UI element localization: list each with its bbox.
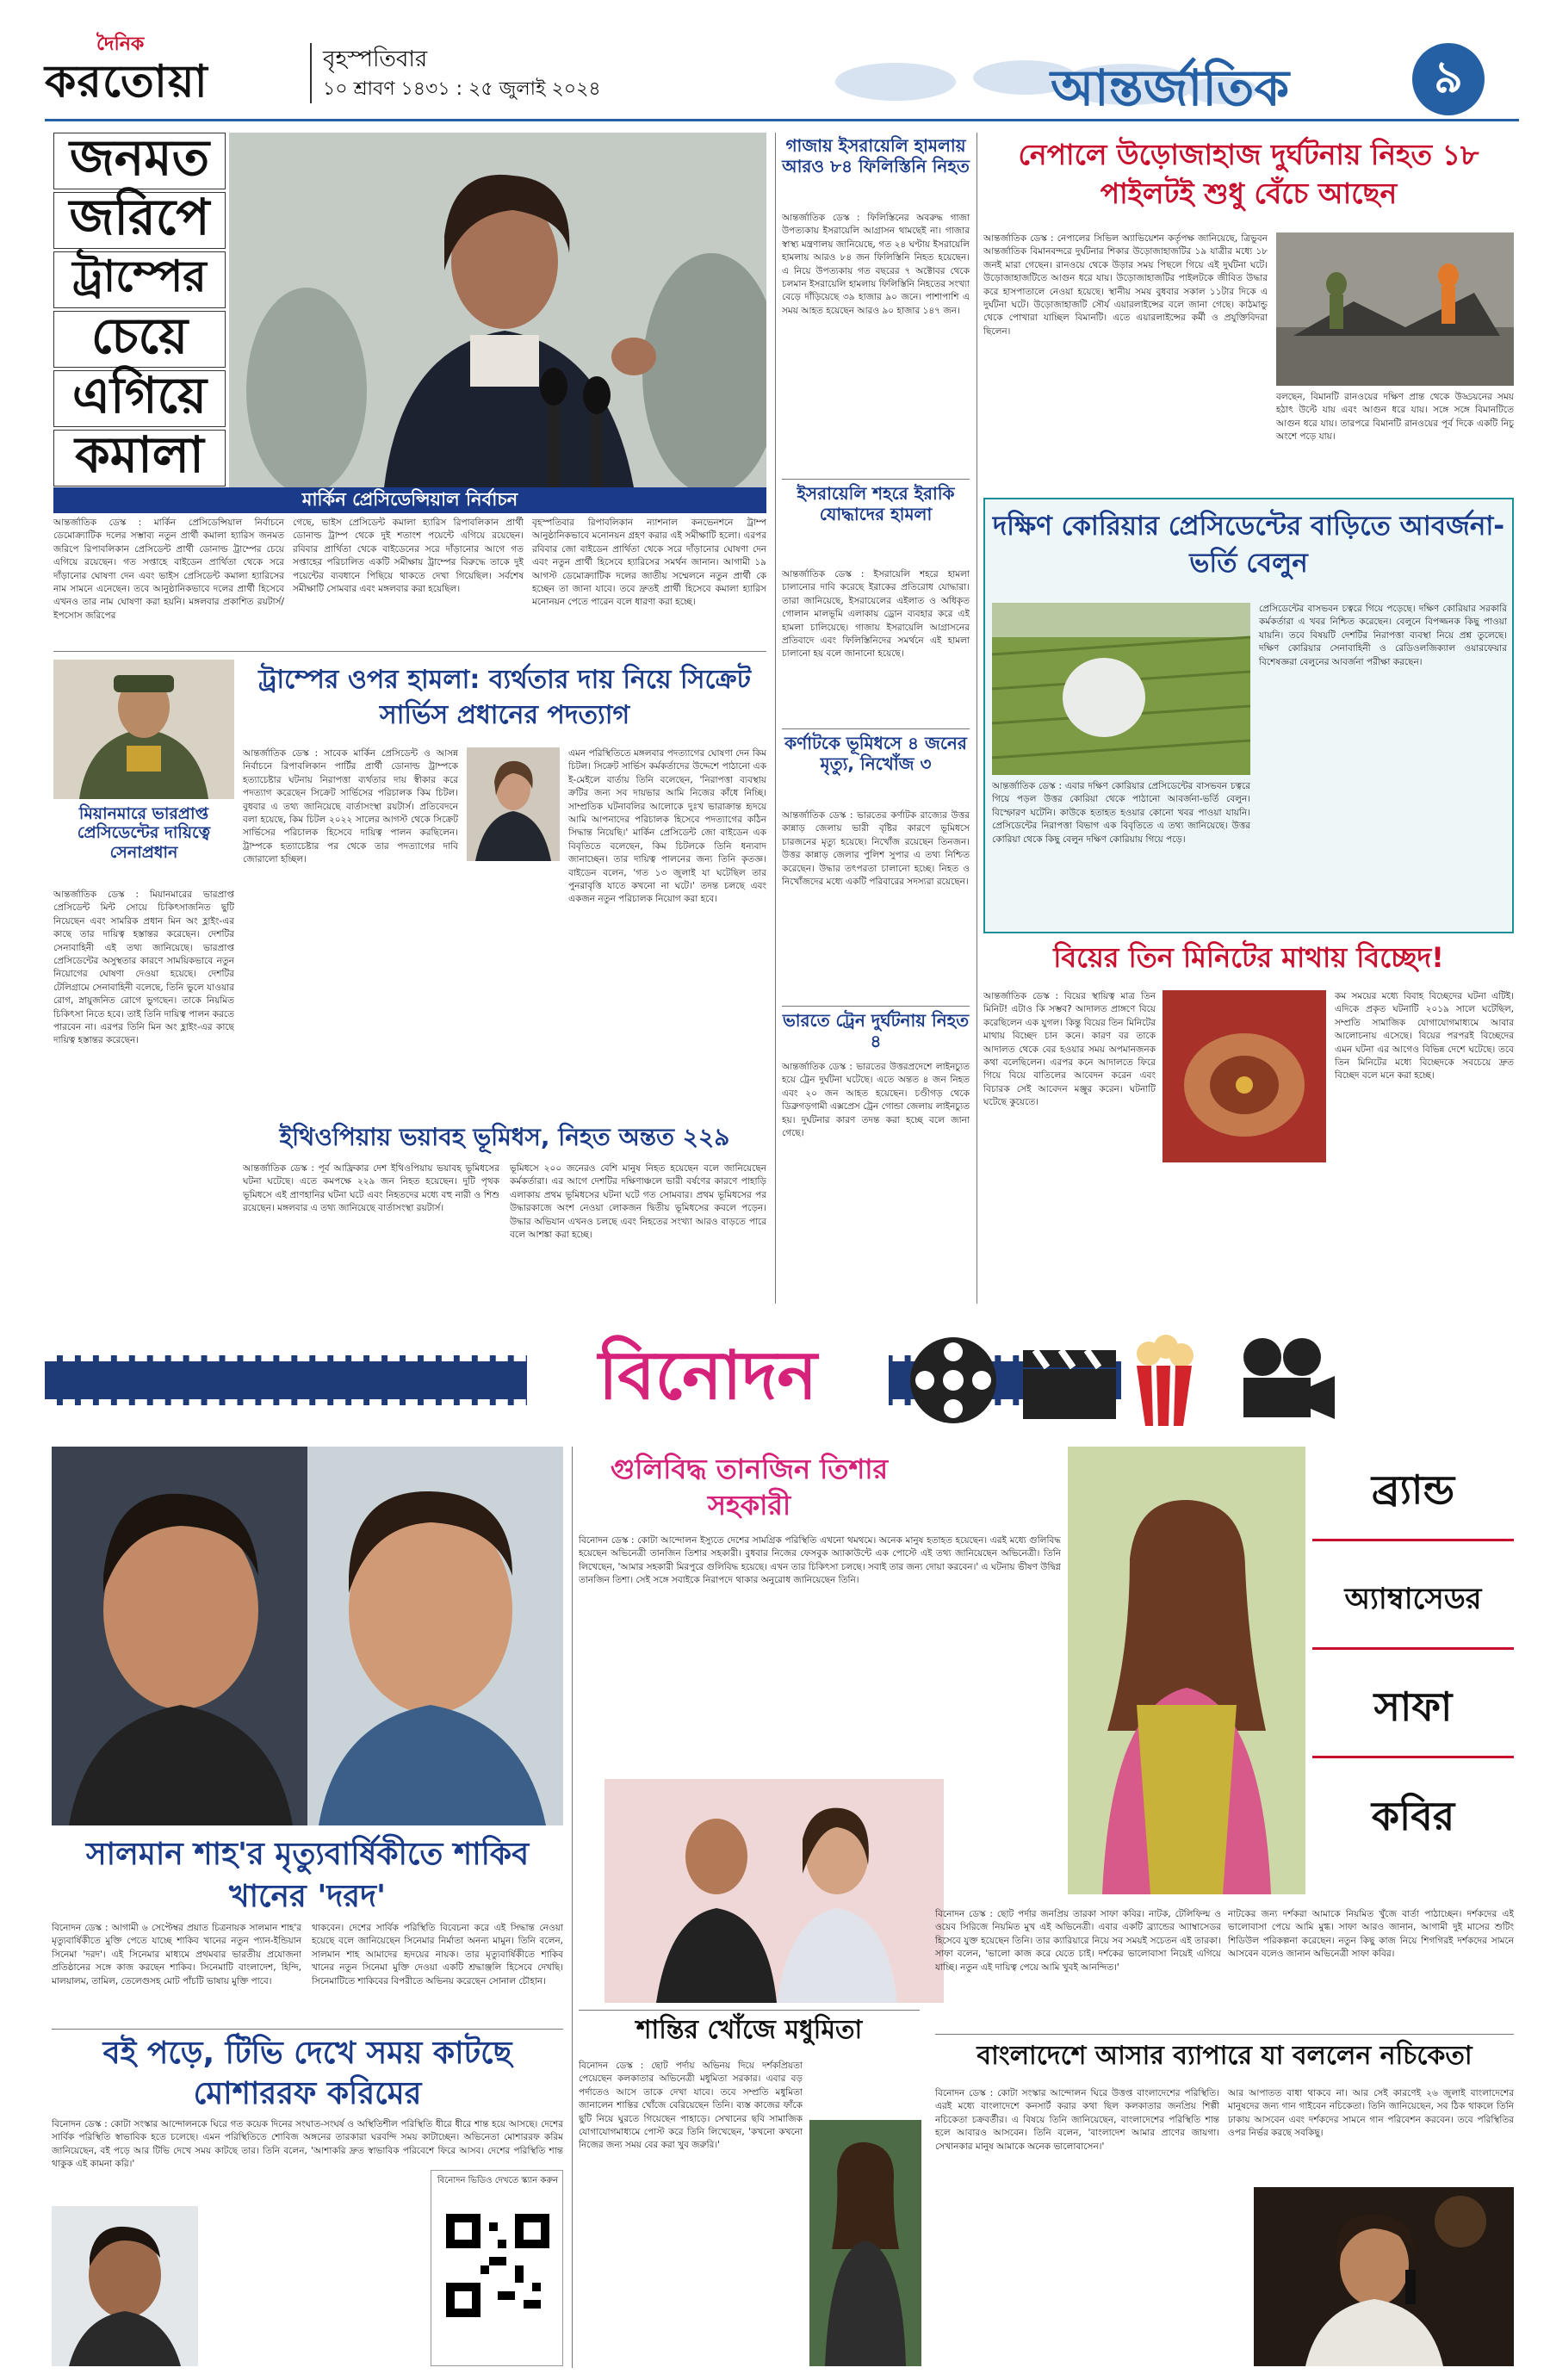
page-number-badge [1412,43,1485,115]
qr-code-box[interactable] [431,2170,563,2366]
safa-kabir-photo [1068,1447,1305,1894]
banner-text: মার্কিন প্রেসিডেন্সিয়াল নির্বাচন [301,488,518,510]
korea-headline: দক্ষিণ কোরিয়ার প্রেসিডেন্টের বাড়িতে আবর্জনা-ভর্তি বেলুন [992,511,1505,580]
masthead-date: ১০ শ্রাবণ ১৪৩১ : ২৫ জুলাই ২০২৪ [323,78,601,100]
nachiketa-body-col-1: বিনোদন ডেস্ক : কোটা সংস্কার আন্দোলন ঘিরে উত্তপ্ত বাংলাদেশের পরিস্থিতি। এরই মধ্যে বাংলাদেশে কনসার্ট করার কথা ছিল কলকাতার জনপ্রিয় শিল্পী নচিকেতা চক্রবর্তীর। এ বিষয়ে তিনি জানিয়েছেন, বাংলাদেশের পরিস্থিতি শান্ত হলে আবারও আসবেন। তিনি বলেন, 'বাংলাদেশ আমার প্রাণের জায়গা। সেখানকার মানুষ আমাকে অনেক ভালোবাসেন।' [935,2088,1219,2152]
nepal-body-col-2: বলছেন, বিমানটি রানওয়ের দক্ষিণ প্রান্ত থেকে উড্ডয়নের সময় হঠাৎ উল্টে যায় এবং আগুন ধরে যায়। সঙ্গে সঙ্গে বিমানটিতে আগুন ধরে যায়। তারপরে বিমানটি রানওয়ের পূর্ব দিকে একটি নিচু অংশে পড়ে যায়। [1276,392,1514,443]
headline-word: জনমত [53,133,226,189]
safa-body-col-2: নাটকের জন্য দর্শকরা আমাকে নিয়মিত খুঁজে বার্তা পাঠাচ্ছেন। দর্শকদের এই ভালোবাসা পেয়ে আমি মুগ্ধ। সাফা আরও জানান, আগামী দুই মাসের শুটিং শিডিউল পরিকল্পনা করেছেন। নতুন কিছু কাজ নিয়ে শিগগিরই দর্শকদের সামনে আসবেন বলেও জানান অভিনেত্রী সাফা কবির। [1228,1909,1514,1960]
kamala-headline-words [53,127,226,487]
secret-service-headline: ট্রাম্পের ওপর হামলা: ব্যর্থতার দায় নিয়ে সিক্রেট সার্ভিস প্রধানের পদত্যাগ [258,665,751,730]
film-camera-icon [1233,1335,1336,1429]
tanjin-body: বিনোদন ডেস্ক : কোটা আন্দোলন ইস্যুতে দেশের সামগ্রিক পরিস্থিতি এখনো থমথমে। অনেক মানুষ হতাহত হয়েছেন। এরই মধ্যে গুলিবিদ্ধ হয়েছেন অভিনেত্রী তানজিন তিশার সহকারী। বুধবার নিজের ফেসবুক অ্যাকাউন্টে এক পোস্টে এই তথ্য জানিয়েছেন অভিনেত্রী। তিনি লিখেছেন, 'আমার সহকারী মিরপুরে গুলিবিদ্ধ হয়েছে। এখন তার চিকিৎসা চলছে। সবাই তার জন্য দোয়া করবেন।' এ ঘটনায় ভীষণ উদ্বিগ্ন তানজিন তিশা। সেই সঙ্গে সবাইকে নিরাপদে থাকার অনুরোধ জানিয়েছেন তিনি। [579,1535,1061,1586]
salman-body-col-1: বিনোদন ডেস্ক : আগামী ৬ সেপ্টেম্বর প্রয়াত চিত্রনায়ক সালমান শাহ'র মৃত্যুবার্ষিকীতে মুক্তি পেতে যাচ্ছে শাকিব খানের নতুন প্যান-ইন্ডিয়ান সিনেমা 'দরদ'। এই সিনেমার মাধ্যমে প্রথমবার ভারতীয় প্রযোজনা প্রতিষ্ঠানের সঙ্গে কাজ করছেন শাকিব। সিনেমাটি বাংলাদেশ, হিন্দি, মালয়ালম, তামিল, তেলেগুসহ মোট পাঁচটি ভাষায় মুক্তি পাবে। [52,1923,301,1986]
section-title: আন্তর্জাতিক [1051,59,1290,117]
nachiketa-body-col-2: আর আপাতত বাধা থাকবে না। আর সেই কারণেই ২৬ জুলাই বাংলাদেশের মানুষদের জন্য গান গাইবেন নচিকেতা। তিনি জানিয়েছেন, সব ঠিক থাকলে তিনি ঢাকায় আসবেন এবং দর্শকদের সামনে গান পরিবেশন করবেন। তবে পরিস্থিতির ওপর নির্ভর করছে সবকিছু। [1228,2088,1514,2139]
page-number: ৯ [1434,51,1463,103]
kamala-body-col-1: আন্তর্জাতিক ডেস্ক : মার্কিন প্রেসিডেন্সিয়াল নির্বাচনে ডেমোক্র্যাটিক দলের সম্ভাব্য নতুন প্রার্থী কমালা হ্যারিস জনমত জরিপে রিপাবলিকান প্রেসিডেন্ট প্রার্থী ডোনাল্ড ট্রাম্পের চেয়ে এগিয়ে রয়েছেন। গত সপ্তাহে বাইডেন প্রার্থিতা থেকে সরে দাঁড়ানোর ঘোষণা দেন এবং ভাইস প্রেসিডেন্ট কমালা হ্যারিসের নাম সামনে এনেছেন। তবে আনুষ্ঠানিকভাবে দলের প্রার্থী হিসেবে এখনও তার নাম ঘোষণা করা হয়নি। মঙ্গলবার প্রকাশিত রয়টার্স/ইপসোস জরিপের [53,518,284,621]
safa-body-col-1: বিনোদন ডেস্ক : ছোট পর্দার জনপ্রিয় তারকা সাফা কবির। নাটক, টেলিফিল্ম ও ওয়েব সিরিজে নিয়মিত মুখ এই অভিনেত্রী। এবার একটি ব্র্যান্ডের অ্যাম্বাসেডর হিসেবে যুক্ত হয়েছেন তিনি। তার ক্যারিয়ারে নিয়ে সব সময়ই সচেতন এই তারকা। সাফা বলেন, 'ভালো কাজ করে যেতে চাই। দর্শকের ভালোবাসা নিয়েই এগিয়ে যাচ্ছি। নতুন এই দায়িত্ব পেয়ে আমি খুবই আনন্দিত।' [935,1909,1221,1973]
column-divider [775,133,776,1304]
logo-small-text: দৈনিক [96,34,145,55]
headline-word: সাফা [1312,1664,1514,1758]
madhumita-headline: শান্তির খোঁজে মধুমিতা [636,2015,863,2045]
headline-word: কবির [1371,1793,1455,1839]
headline-word: কমালা [53,430,226,487]
entertainment-banner [45,1324,1519,1436]
brand-ambassador-words [1312,1447,1514,1894]
divorce-body-col-2: কম সময়ের মধ্যে বিবাহ বিচ্ছেদের ঘটনা এটিই। এদিকে প্রকৃত ঘটনাটি ২০১৯ সালে ঘটেছিল, সম্প্রতি সামাজিক যোগাযোগমাধ্যমে আবার আলোচনায় এসেছে। বিয়ের পরপরই বিচ্ছেদের এমন ঘটনা এর আগেও বিভিন্ন দেশে ঘটেছে। তবে তিন মিনিটের মধ্যে বিচ্ছেদকে সবচেয়ে দ্রুত বিচ্ছেদ বলে মনে করা হচ্ছে। [1335,991,1514,1082]
divider [782,479,970,480]
divider [52,2029,563,2030]
gaza-headline: গাজায় ইসরায়েলি হামলায় আরও ৮৪ ফিলিস্তিনি নিহত [782,135,970,177]
headline-word: ট্রাম্পের [53,251,226,308]
nachiketa-headline: বাংলাদেশে আসার ব্যাপারে যা বললেন নচিকেতা [976,2041,1472,2071]
nachiketa-photo [1254,2187,1514,2366]
myanmar-body: আন্তর্জাতিক ডেস্ক : মিয়ানমারের ভারপ্রাপ্ত প্রেসিডেন্ট মিন্ট সোয়ে চিকিৎসাজনিত ছুটি নিয়েছেন এবং সামরিক প্রধান মিন অং হ্লাইং-এর কাছে তার দায়িত্ব হস্তান্তর করেছেন। দেশটির সেনাবাহিনী এই তথ্য জানিয়েছে। ভারপ্রাপ্ত প্রেসিডেন্টের অসুস্থতার কারণে সাময়িকভাবে নতুন নিয়োগের ঘোষণা দেওয়া হয়েছে। দেশটির টেলিগ্রামে সেনাবাহিনী বলেছে, তিনি ভুলে যাওয়ার রোগ, স্নায়ুজনিত রোগে ভুগছেন। তাকে নিয়মিত চিকিৎসা নিতে হবে। তাই তিনি দায়িত্ব পালন করতে পারবেন না। এরপর তিনি মিন অং হ্লাইং-এর কাছে দায়িত্ব হস্তান্তর করেছেন। [53,889,234,1046]
iraq-body: আন্তর্জাতিক ডেস্ক : ইসরায়েলি শহরে হামলা চালানোর দাবি করেছে ইরাকের প্রতিরোধ যোদ্ধারা। তারা জানিয়েছে, ইসরায়েলের এইলাত ও অধিকৃত গোলান মালভূমি এলাকায় ড্রোন ব্যবহার করে এই হামলা চালিয়েছে। গাজায় ইসরায়েলি আগ্রাসনের প্রতিবাদে এবং ফিলিস্তিনিদের সমর্থনে এই হামলা চালানো হয় বলে জানানো হয়েছে। [782,569,970,660]
kimberly-cheatle-photo [467,747,560,861]
nepal-crash-photo [1276,232,1514,386]
mosharraf-body: বিনোদন ডেস্ক : কোটা সংস্কার আন্দোলনকে ঘিরে গত কয়েক দিনের সংঘাত-সংঘর্ষ ও অস্থিতিশীল পরিস্থিতি ধীরে ধীরে শান্ত হয়ে আসছে। দেশের সার্বিক পরিস্থিতি স্বাভাবিক হতে চলেছে। এমন পরিস্থিতিতে শোবিজ অঙ্গনের তারকারা ঘরবন্দি সময় কাটাচ্ছেন। অভিনেতা মোশাররফ করিম জানিয়েছেন, বই পড়ে আর টিভি দেখে সময় কাটছে তার। তিনি বলেন, 'আশাকরি দ্রুত স্বাভাবিক পরিবেশে ফিরে আসব। দেশের পরিস্থিতি শান্ত থাকুক এই কামনা করি।' [52,2119,563,2170]
ethiopia-body-col-2: ভূমিধসে ২০০ জনেরও বেশি মানুষ নিহত হয়েছেন বলে জানিয়েছেন কর্মকর্তারা। এর আগে দেশটির দক্ষিণাঞ্চলে ভারী বর্ষণের কারণে পাহাড়ি এলাকায় প্রথম ভূমিধসের ঘটনা ঘটে গত সোমবার। প্রথম ভূমিধসের পর উদ্ধারকাজে অংশ নেওয়া লোকজন দ্বিতীয় ভূমিধসের কবলে পড়েন। উদ্ধার অভিযান এখনও চলছে এবং নিহতের সংখ্যা আরও বাড়তে পারে বলে আশঙ্কা করা হচ্ছে। [510,1163,766,1241]
nepal-headline: নেপালে উড়োজাহাজ দুর্ঘটনায় নিহত ১৮ পাইলটই শুধু বেঁচে আছেন [1018,138,1479,210]
masthead-rule [45,119,1519,121]
wedding-hands-photo [1162,990,1326,1162]
tanjin-headline: গুলিবিদ্ধ তানজিন তিশার সহকারী [610,1453,889,1522]
clapperboard-icon [1018,1343,1121,1421]
divider [782,1006,970,1007]
divorce-headline: বিয়ের তিন মিনিটের মাথায় বিচ্ছেদ! [1053,941,1444,974]
tanjin-couple-photo [604,1779,944,2003]
salman-shakib-photo [52,1447,563,1825]
gaza-body: আন্তর্জাতিক ডেস্ক : ফিলিস্তিনের অবরুদ্ধ গাজা উপত্যকায় ইসরায়েলি আগ্রাসন থামছেই না। গাজার স্বাস্থ্য মন্ত্রণালয় জানিয়েছে, গত ২৪ ঘণ্টায় ইসরায়েলি হামলায় আরও ৮৪ জন ফিলিস্তিনি নিহত হয়েছেন। এ নিয়ে উপত্যকায় গত বছরের ৭ অক্টোবর থেকে চলমান ইসরায়েলি হামলায় ফিলিস্তিনি নিহতের সংখ্যা বেড়ে দাঁড়িয়েছে ৩৯ হাজার ৯০ জনে। পাশাপাশি এ সময় আহত হয়েছেন আরও ৯০ হাজার ১৪৭ জন। [782,213,970,316]
divider [782,728,970,729]
divider [53,651,766,652]
india-train-headline: ভারতে ট্রেন দুর্ঘটনায় নিহত ৪ [782,1010,970,1051]
newspaper-logo[interactable] [45,29,320,108]
column-divider [976,133,977,1304]
salman-body-col-2: থাকবেন। দেশের সার্বিক পরিস্থিতি বিবেচনা করে এই সিদ্ধান্ত নেওয়া হয়েছে বলে জানিয়েছেন সিনেমার নির্মাতা অনন্য মামুন। তিনি বলেন, সালমান শাহ আমাদের হৃদয়ের নায়ক। তার মৃত্যুবার্ষিকীতে শাকিব খানের নতুন সিনেমা মুক্তি দেওয়া একটি শ্রদ্ধাঞ্জলি হিসেবে দেখছি। সিনেমাটিতে শাকিবের বিপরীতে অভিনয় করেছেন সোনাল চৌহান। [312,1923,563,1986]
entertainment-logo: বিনোদন [598,1337,817,1415]
mosharraf-headline: বই পড়ে, টিভি দেখে সময় কাটছে মোশাররফ করিমের [102,2036,512,2111]
masthead [0,0,1550,121]
popcorn-icon [1130,1333,1199,1428]
secret-service-body-col-1: আন্তর্জাতিক ডেস্ক : সাবেক মার্কিন প্রেসিডেন্ট ও আসন্ন নির্বাচনে রিপাবলিকান পার্টির প্রার্থী ডোনাল্ড ট্রাম্পকে হত্যাচেষ্টার ঘটনায় নিরাপত্তা ব্যর্থতার দায় স্বীকার করে পদত্যাগ করেছেন সিক্রেট সার্ভিসের পরিচালক কিম চিটল। বুধবার এ তথ্য জানিয়েছে বার্তাসংস্থা রয়টার্স। প্রতিবেদনে বলা হয়েছে, কিম চিটল ২০২২ সালের আগস্ট থেকে সিক্রেট সার্ভিসের পরিচালক হিসেবে দায়িত্ব পালন করছিলেন। ট্রাম্পকে হত্যাচেষ্টার পর থেকে তার পদত্যাগের দাবি জোরালো হচ্ছিল। [243,748,458,865]
mosharraf-karim-photo [52,2206,198,2366]
myanmar-general-photo [53,660,234,799]
headline-word: জরিপে [53,192,226,249]
headline-word: এগিয়ে [53,370,226,427]
madhumita-photo [809,2120,921,2366]
india-train-body: আন্তর্জাতিক ডেস্ক : ভারতের উত্তরপ্রদেশে লাইনচ্যুত হয়ে ট্রেন দুর্ঘটনা ঘটেছে। এতে অন্তত ৪ জন নিহত এবং ২০ জন আহত হয়েছেন। চণ্ডীগড় থেকে ডিব্রুগড়গামী এক্সপ্রেস ট্রেন গোন্ডা জেলায় লাইনচ্যুত হয়। দুর্ঘটনার কারণ তদন্ত করা হচ্ছে বলে জানা গেছে। [782,1062,970,1139]
iraq-headline: ইসরায়েলি শহরে ইরাকি যোদ্ধাদের হামলা [797,483,955,524]
column-divider [572,1447,573,2368]
divider [935,2034,1514,2035]
madhumita-body: বিনোদন ডেস্ক : ছোট পর্দায় অভিনয় দিয়ে দর্শকপ্রিয়তা পেয়েছেন কলকাতার অভিনেত্রী মধুমিতা সরকার। এবার বড় পর্দাতেও আসে তাকে দেখা যাবে। তবে সম্প্রতি মধুমিতা জানালেন শান্তির খোঁজে বেরিয়েছেন তিনি। ব্যস্ত কাজের ফাঁকে ছুটি নিয়ে ঘুরতে গিয়েছেন পাহাড়ে। সেখানের ছবি সামাজিক যোগাযোগমাধ্যমে পোস্ট করে তিনি লিখেছেন, 'কখনো কখনো নিজের জন্য সময় বের করা খুব জরুরি।' [579,2061,803,2151]
masthead-divider [310,43,312,103]
secret-service-body-col-2: এমন পরিস্থিতিতে মঙ্গলবার পদত্যাগের ঘোষণা দেন কিম চিটল। সিক্রেট সার্ভিস কর্মকর্তাদের উদ্দেশে পাঠানো এক ই-মেইলে বার্তায় তিনি বলেছেন, 'নিরাপত্তা ব্যবস্থায় ক্রটির জন্য সব দায়ভার আমি নিজের কাঁধে নিচ্ছি। সাম্প্রতিক ঘটনাবলির আলোকে দুঃখ ভারাক্রান্ত হৃদয়ে আমি আপনাদের পরিচালক হিসেবে পদত্যাগের কঠিন সিদ্ধান্ত নিয়েছি।' মার্কিন প্রেসিডেন্ট জো বাইডেন এক বিবৃতিতে বলেছেন, কিম চিটলকে তিনি ধন্যবাদ জানাচ্ছেন। তার দায়িত্ব পালনের জন্য তিনি কৃতজ্ঞ। বাইডেন বলেন, 'গত ১৩ জুলাই যা ঘটেছিল তার পুনরাবৃত্তি যাতে কখনো না ঘটে।' তদন্ত চলছে এবং একজন নতুন পরিচালক নিয়োগ করা হবে। [568,748,766,905]
headline-word: চেয়ে [53,311,226,368]
divider [579,2010,920,2011]
headline-word: অ্যাম্বাসেডর [1312,1555,1514,1650]
masthead-day: বৃহস্পতিবার [323,46,428,72]
kamala-harris-photo [229,133,766,487]
karnataka-headline: কর্ণাটকে ভূমিধসে ৪ জনের মৃত্যু, নিখোঁজ ৩ [784,733,967,774]
balloon-photo [992,603,1250,775]
ethiopia-headline: ইথিওপিয়ায় ভয়াবহ ভূমিধস, নিহত অন্তত ২২৯ [279,1123,730,1151]
ethiopia-body-col-1: আন্তর্জাতিক ডেস্ক : পূর্ব আফ্রিকার দেশ ইথিওপিয়ায় ভয়াবহ ভূমিধসের ঘটনা ঘটেছে। এতে কমপক্ষে ২২৯ জন নিহত হয়েছেন। দুটি পৃথক ভূমিধসে এই প্রাণহানির ঘটনা ঘটে এবং নিহতদের মধ্যে বহু নারী ও শিশু রয়েছেন। মঙ্গলবার এ তথ্য জানিয়েছে বার্তাসংস্থা রয়টার্স। [243,1163,499,1214]
headline-word: ব্র্যান্ড [1312,1447,1514,1541]
kamala-banner [53,487,766,513]
logo-large-text: করতোয়া [45,56,208,108]
korea-body-col-1: আন্তর্জাতিক ডেস্ক : এবার দক্ষিণ কোরিয়ার প্রেসিডেন্টের বাসভবন চত্বরে গিয়ে পড়ল উত্তর কোরিয়া থেকে পাঠানো আবর্জনা-ভর্তি বেলুন। বিস্ফোরণ ঘটেনি। কাউকে হতাহত হওয়ার কোনো খবর পাওয়া যায়নি। প্রেসিডেন্টের নিরাপত্তা বিভাগ এক বিবৃতিতে এ তথ্য জানিয়েছে। উত্তর কোরিয়া থেকে কিছু বেলুন দক্ষিণ কোরিয়ায় গিয়ে পড়ে। [992,781,1250,845]
qr-caption: বিনোদন ভিডিও দেখতে স্ক্যান করুন [437,2176,559,2185]
divorce-body-col-1: আন্তর্জাতিক ডেস্ক : বিয়ের স্থায়িত্ব মাত্র তিন মিনিট! এটাও কি সম্ভব? আদালত প্রাঙ্গণে বিয়ে করেছিলেন এক যুগল। কিন্তু বিয়ের তিন মিনিটের মাথায় বিচ্ছেদ চান কনে। কারণ বর তাকে আদালত থেকে বের হওয়ার সময় অপমানজনক কথা বলেছিলেন। এরপর কনে আদালতে ফিরে গিয়ে বিয়ে বাতিলের আবেদন করেন এবং বিচারক সেই আবেদন মঞ্জুর করেন। ঘটনাটি ঘটেছে কুয়েতে। [983,991,1156,1108]
myanmar-headline: মিয়ানমারে ভারপ্রাপ্ত প্রেসিডেন্টের দায়িত্বে সেনাপ্রধান [77,804,211,862]
kamala-body-col-2: গেছে, ভাইস প্রেসিডেন্ট কমালা হ্যারিস রিপাবলিকান প্রার্থী ডোনাল্ড ট্রাম্প থেকে দুই শতাংশ পয়েন্টে এগিয়ে রয়েছেন। রবিবার প্রার্থিতা থেকে বাইডেনের সরে দাঁড়ানোর আগে গত সপ্তাহের পরিচালিত একটি সমীক্ষায় ট্রাম্পের বিরুদ্ধে তাকে দুই পয়েন্টের ব্যবধানে পিছিয়ে থাকতে দেখা গিয়েছিল। সর্বশেষ সমীক্ষাটি সোমবার এবং মঙ্গলবার করা হয়েছিল। [293,518,524,595]
korea-body-col-2: প্রেসিডেন্টের বাসভবন চত্বরে গিয়ে পড়েছে। দক্ষিণ কোরিয়ার সরকারি কর্মকর্তারা এ খবর নিশ্চিত করেছেন। বেলুনে বিপজ্জনক কিছু পাওয়া যায়নি। তবে বিষয়টি দেশটির নিরাপত্তা ব্যবস্থা নিয়ে প্রশ্ন তুলেছে। দক্ষিণ কোরিয়ার সেনাবাহিনী ও রেডিওলজিক্যাল ওয়ারফেয়ার বিশেষজ্ঞরা বেলুনের আবর্জনা পরীক্ষা করছেন। [1259,604,1507,667]
salman-headline: সালমান শাহ'র মৃত্যুবার্ষিকীতে শাকিব খানের 'দরদ' [85,1837,530,1914]
nepal-body-col-1: আন্তর্জাতিক ডেস্ক : নেপালের সিভিল অ্যাভিয়েশন কর্তৃপক্ষ জানিয়েছে, ত্রিভুবন আন্তর্জাতিক বিমানবন্দরে দুর্ঘটনার শিকার উড়োজাহাজটির ১৯ যাত্রীর মধ্যে ১৮ জনই মারা গেছেন। রানওয়ে থেকে উড়ার সময় পিছলে গিয়ে এই দুর্ঘটনা ঘটে। উড়োজাহাজটিতে আগুন ধরে যায়। উড়োজাহাজটির পাইলটকে জীবিত উদ্ধার করে হাসপাতালে নেওয়া হয়েছে। স্থানীয় সময় বুধবার সকাল ১১টার দিকে এ দুর্ঘটনা ঘটে। উড়োজাহাজটি সৌর্য এয়ারলাইন্সের বলে জানা গেছে। কাঠমান্ডু থেকে পোখারা যাচ্ছিল বিমানটি। এতে এয়ারলাইন্সের কর্মী ও প্রযুক্তিবিদরা ছিলেন। [983,233,1268,337]
film-reel-icon [906,1333,1001,1428]
kamala-body-col-3: বৃহস্পতিবার রিপাবলিকান ন্যাশনাল কনভেনশনে ট্রাম্প আনুষ্ঠানিকভাবে মনোনয়ন গ্রহণ করার এই সমীক্ষাটি হলো। এরপর রবিবার জো বাইডেন প্রার্থিতা থেকে সরে দাঁড়ানোর ঘোষণা দেন এবং নতুন প্রার্থী হিসেবে হ্যারিসের সমর্থন জানান। আগামী ১৯ আগস্ট ডেমোক্র্যাটিক দলের জাতীয় সম্মেলনে নতুন প্রার্থী কে হচ্ছেন তা জানা যাবে। তবে দ্রুতই প্রার্থী হিসেবে কমালা হ্যারিস মনোনয়ন পেতে পারেন বলে ধারণা করা হচ্ছে। [532,518,766,608]
entertainment-logo-box [527,1336,889,1422]
qr-code-icon[interactable] [446,2214,549,2317]
karnataka-body: আন্তর্জাতিক ডেস্ক : ভারতের কর্ণাটক রাজ্যের উত্তর কান্নাড় জেলায় ভারী বৃষ্টির কারণে ভূমিধসে চারজনের মৃত্যু হয়েছে। নিখোঁজ রয়েছেন তিনজন। উত্তর কান্নাড় জেলার পুলিশ সুপার এ তথ্য নিশ্চিত করেছেন। উদ্ধার তৎপরতা চালানো হচ্ছে। নিহত ও নিখোঁজদের মধ্যে একটি পরিবারের সদস্যরা রয়েছেন। [782,810,970,888]
